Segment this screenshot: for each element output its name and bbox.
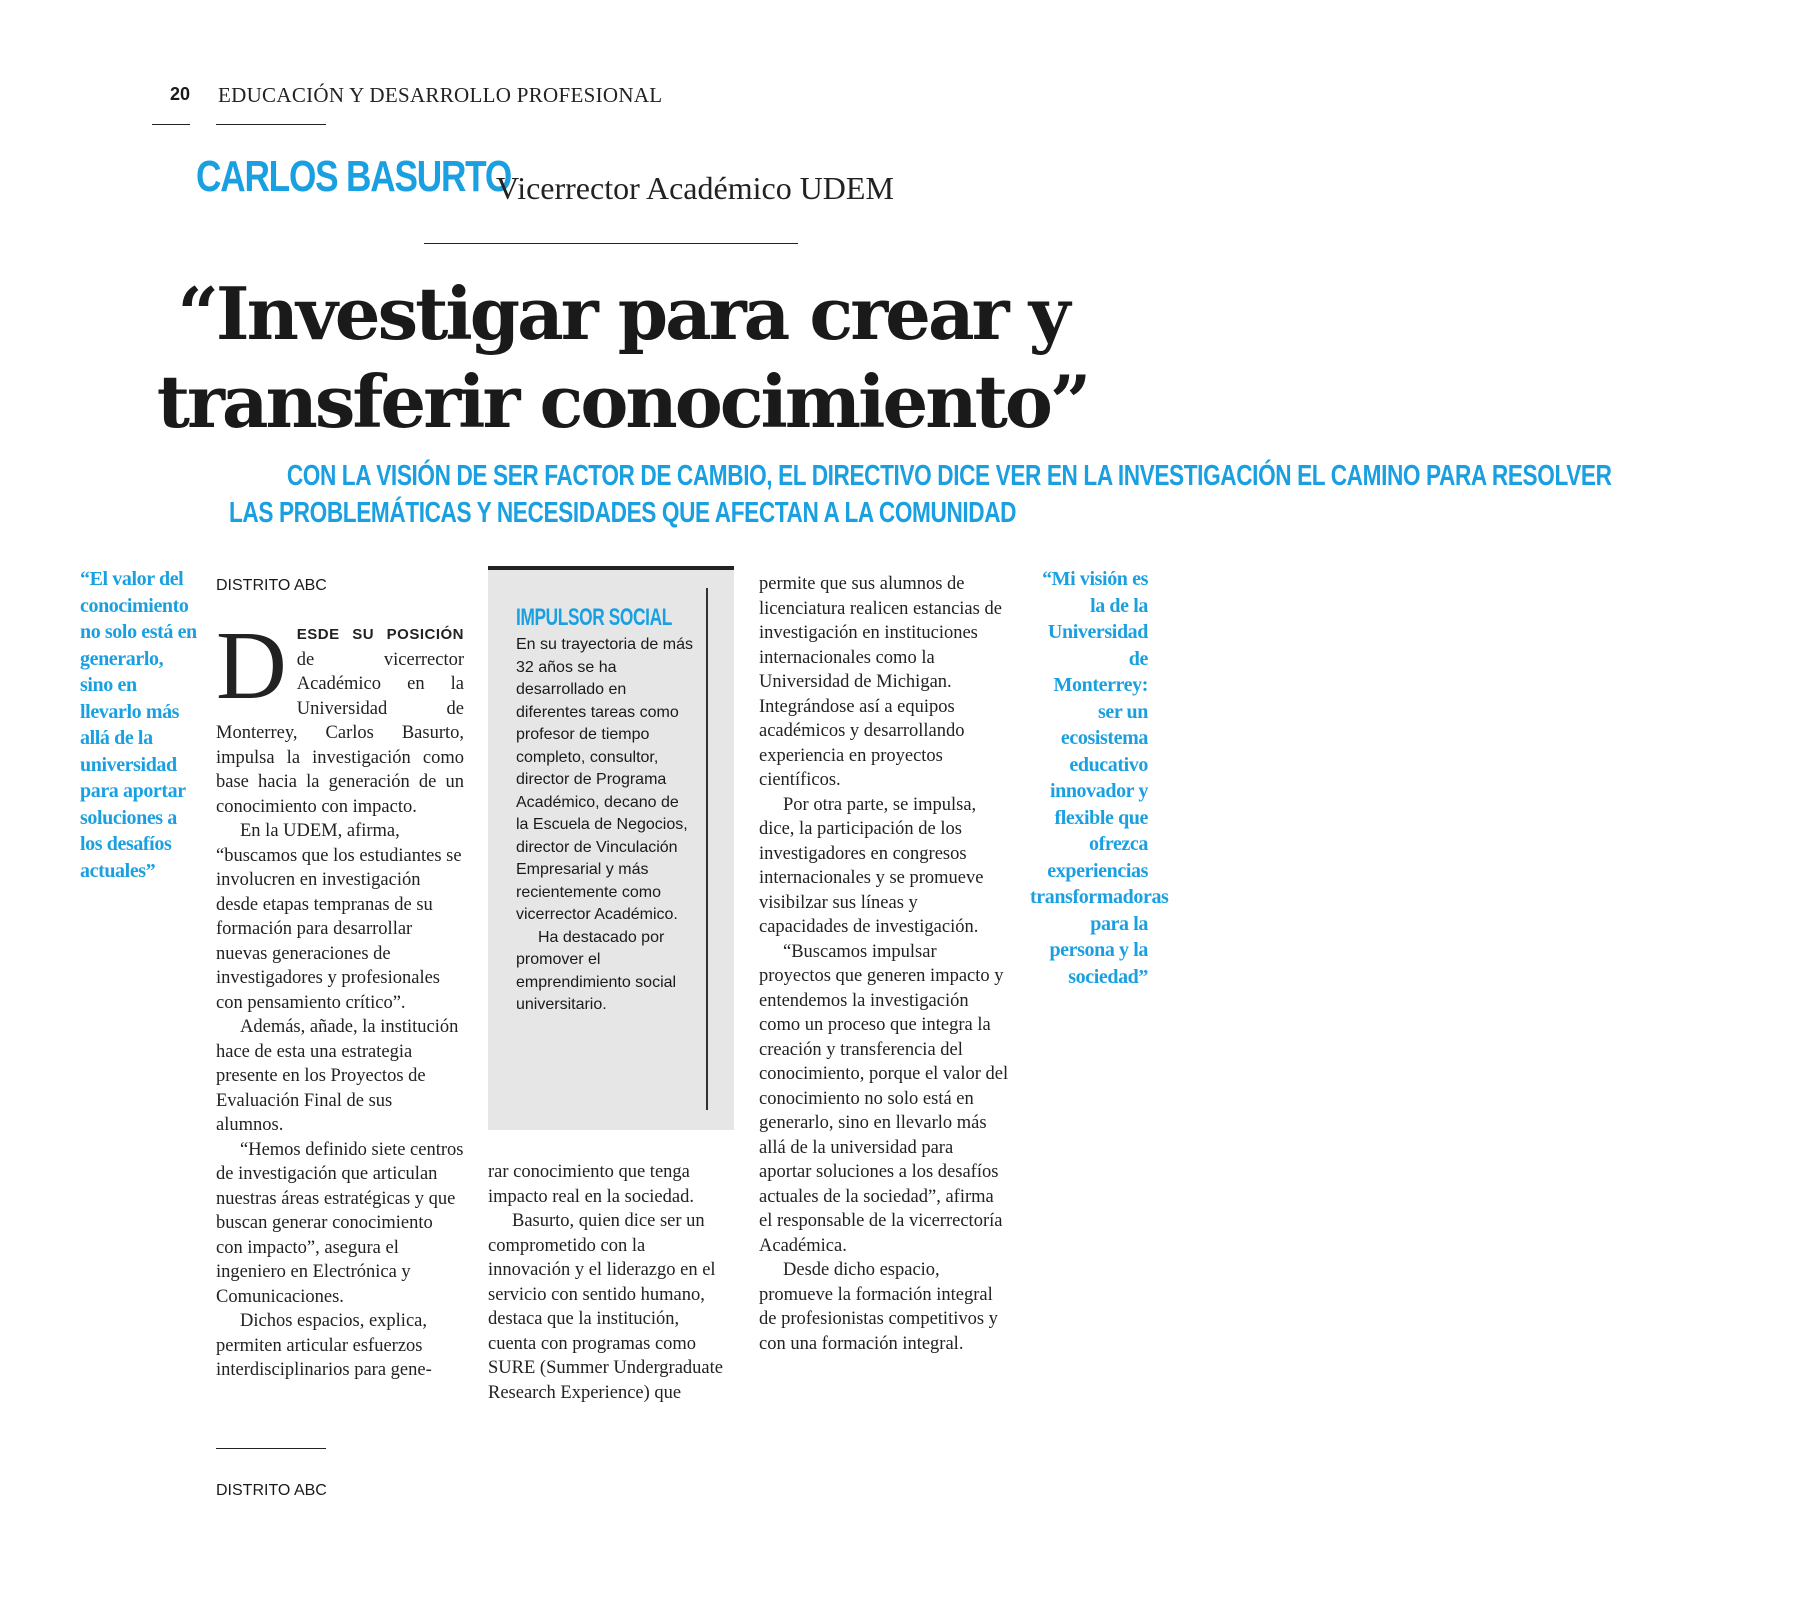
paragraph: permite que sus alumnos de licenciatura realicen estancias de investigación en instituciones internacionales como la Universidad de Michigan. Integrándose así a equipos académicos y desarrollando experiencia en proyectos científicos. bbox=[759, 574, 1002, 790]
footer-source: DISTRITO ABC bbox=[216, 1482, 327, 1499]
lead-smallcaps: ESDE SU POSICIÓN bbox=[296, 626, 464, 643]
sidebar-paragraph: En su trayectoria de más 32 años se ha desarrollado en diferentes tareas como profesor de tiempo completo, consultor, director de Programa Académico, decano de la Escuela de Negocios, director de Vinculación Empresarial y más recientemente como vicerrector Académico. bbox=[516, 636, 693, 923]
page-number: 20 bbox=[170, 84, 191, 104]
sidebar-paragraph: Ha destacado por promover el emprendimiento social universitario. bbox=[516, 928, 677, 1013]
lead-paragraph bbox=[216, 612, 464, 819]
article-column-1 bbox=[216, 612, 464, 1383]
paragraph: “Hemos definido siete centros de investigación que articulan nuestras áreas estratégicas y que buscan generar conocimiento con impacto”, asegura el ingeniero en Electrónica y Comunicaciones. bbox=[216, 1139, 464, 1307]
lead-text: de vicerrector Académico en la Universidad de Monterrey, Carlos Basurto, impulsa la investigación como base hacia la generación de un conocimiento con impacto. bbox=[216, 649, 464, 817]
article-column-2 bbox=[488, 1160, 723, 1405]
paragraph: rar conocimiento que tenga impacto real en la sociedad. bbox=[488, 1162, 694, 1207]
sidebar-box bbox=[488, 566, 734, 1130]
header-rule-short bbox=[152, 124, 190, 125]
pull-quote-left: “El valor del conocimiento no solo está en generarlo, sino en llevarlo más allá de la universidad para aportar soluciones a los desafíos actuales” bbox=[80, 568, 197, 882]
title-divider bbox=[424, 243, 798, 244]
sidebar-title: IMPULSOR SOCIAL bbox=[516, 604, 672, 631]
section-title: EDUCACIÓN Y DESARROLLO PROFESIONAL bbox=[218, 83, 663, 107]
deck-line-1: CON LA VISIÓN DE SER FACTOR DE CAMBIO, EL DIRECTIVO DICE VER EN LA INVESTIGACIÓN EL CAMINO PARA RESOLVER bbox=[286, 460, 1612, 492]
sidebar-top-rule bbox=[488, 566, 734, 570]
footer-rule bbox=[216, 1448, 326, 1449]
paragraph: En la UDEM, afirma, “buscamos que los estudiantes se involucren en investigación desde etapas tempranas de su formación para desarrollar nuevas generaciones de investigadores y profesionales con pensamiento crítico”. bbox=[216, 821, 462, 1013]
sidebar-body bbox=[516, 634, 694, 1017]
deck-line-2: LAS PROBLEMÁTICAS Y NECESIDADES QUE AFECTAN A LA COMUNIDAD bbox=[228, 497, 1017, 529]
paragraph: “Buscamos impulsar proyectos que generen impacto y entendemos la investigación como un proceso que integra la creación y transferencia del conocimiento, porque el valor del conocimiento no solo está en generarlo, sino en llevarlo más allá de la universidad para aportar soluciones a los desafíos actuales de la sociedad”, afirma el responsable de la vicerrectoría Académica. bbox=[759, 941, 1009, 1256]
article-column-3 bbox=[759, 572, 1009, 1356]
person-role: Vicerrector Académico UDEM bbox=[496, 170, 894, 206]
pull-quote-right: “Mi visión es la de la Universidad de Monterrey: ser un ecosistema educativo innovador y flexible que ofrezca experiencias transformadoras para la persona y la sociedad” bbox=[1030, 568, 1169, 988]
drop-cap: D bbox=[216, 612, 287, 720]
headline-line-2: transferir conocimiento” bbox=[156, 359, 1089, 444]
sidebar-vertical-rule bbox=[706, 588, 708, 1110]
person-name: CARLOS BASURTO bbox=[196, 152, 512, 201]
paragraph: Dichos espacios, explica, permiten articular esfuerzos interdisciplinarios para gene- bbox=[216, 1311, 432, 1380]
header-rule bbox=[216, 124, 326, 125]
byline: DISTRITO ABC bbox=[216, 577, 327, 594]
paragraph: Por otra parte, se impulsa, dice, la participación de los investigadores en congresos internacionales y se promueve visibilzar sus líneas y capacidades de investigación. bbox=[759, 794, 984, 937]
deck bbox=[100, 458, 1612, 532]
paragraph: Basurto, quien dice ser un comprometido con la innovación y el liderazgo en el servicio con sentido humano, destaca que la institución, cuenta con programas como SURE (Summer Undergraduate Research Experience) que bbox=[488, 1211, 723, 1403]
paragraph: Además, añade, la institución hace de esta una estrategia presente en los Proyectos de Evaluación Final de sus alumnos. bbox=[216, 1017, 459, 1135]
headline bbox=[0, 270, 1245, 446]
headline-line-1: “Investigar para crear y bbox=[177, 271, 1068, 356]
paragraph: Desde dicho espacio, promueve la formación integral de profesionistas competitivos y con una formación integral. bbox=[759, 1260, 998, 1354]
